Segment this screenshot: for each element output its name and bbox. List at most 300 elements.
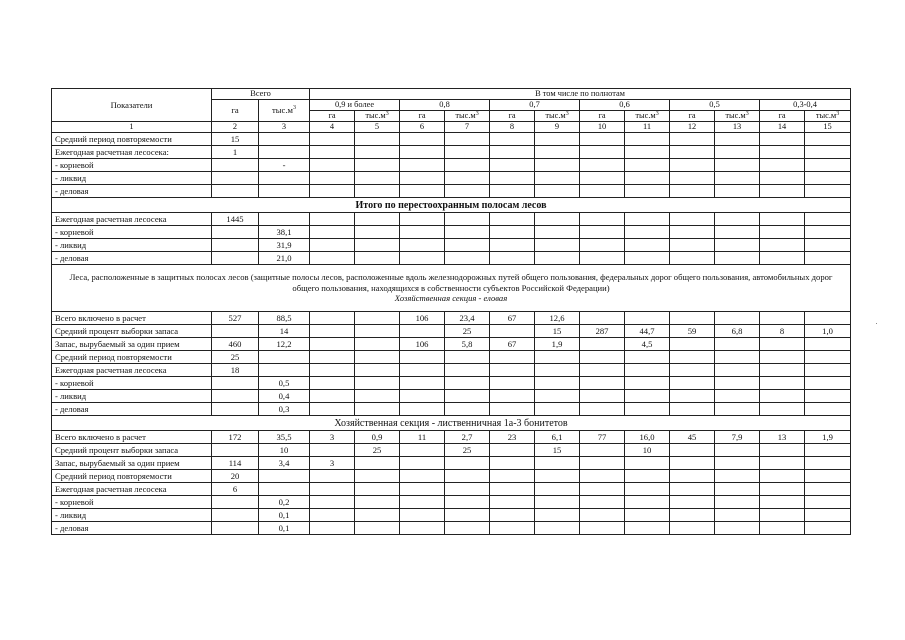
table-cell bbox=[212, 185, 259, 198]
table-cell bbox=[310, 239, 355, 252]
table-cell bbox=[212, 444, 259, 457]
table-cell bbox=[355, 470, 400, 483]
table-row bbox=[52, 239, 851, 252]
table-cell bbox=[445, 213, 490, 226]
table-cell bbox=[445, 377, 490, 390]
table-cell bbox=[805, 509, 851, 522]
table-cell bbox=[580, 351, 625, 364]
table-cell bbox=[535, 457, 580, 470]
table-cell: 0,1 bbox=[259, 522, 310, 535]
table-cell bbox=[355, 483, 400, 496]
table-cell bbox=[535, 133, 580, 146]
table-cell bbox=[625, 470, 670, 483]
table-cell bbox=[212, 522, 259, 535]
table-cell bbox=[490, 522, 535, 535]
table-cell bbox=[310, 483, 355, 496]
table-cell bbox=[670, 226, 715, 239]
table-cell bbox=[445, 185, 490, 198]
table-cell bbox=[715, 159, 760, 172]
table-cell bbox=[625, 226, 670, 239]
table-cell bbox=[259, 146, 310, 159]
table-cell bbox=[805, 172, 851, 185]
table-cell bbox=[490, 483, 535, 496]
table-cell bbox=[670, 239, 715, 252]
column-number: 7 bbox=[445, 122, 490, 133]
table-row bbox=[52, 457, 851, 470]
table-cell bbox=[625, 185, 670, 198]
table-cell bbox=[670, 213, 715, 226]
unit-ha-header: га bbox=[580, 111, 625, 122]
table-cell: 6 bbox=[212, 483, 259, 496]
column-number: 3 bbox=[259, 122, 310, 133]
table-cell bbox=[580, 496, 625, 509]
table-cell bbox=[445, 522, 490, 535]
unit-vol-sup: 3 bbox=[475, 111, 479, 117]
table-cell: 12,6 bbox=[535, 312, 580, 325]
table-cell bbox=[259, 470, 310, 483]
column-number: 1 bbox=[52, 122, 212, 133]
table-cell bbox=[580, 377, 625, 390]
table-cell: 67 bbox=[490, 338, 535, 351]
row-label: Средний период повторяемости bbox=[52, 133, 212, 146]
table-cell bbox=[355, 509, 400, 522]
table-cell bbox=[715, 403, 760, 416]
table-cell bbox=[310, 444, 355, 457]
table-cell bbox=[535, 351, 580, 364]
table-cell bbox=[625, 133, 670, 146]
table-cell: 59 bbox=[670, 325, 715, 338]
table-cell bbox=[760, 390, 805, 403]
table-cell: 25 bbox=[355, 444, 400, 457]
column-number: 15 bbox=[805, 122, 851, 133]
table-cell bbox=[212, 390, 259, 403]
table-cell bbox=[445, 509, 490, 522]
table-cell bbox=[715, 509, 760, 522]
table-cell bbox=[212, 325, 259, 338]
table-cell bbox=[355, 364, 400, 377]
table-cell bbox=[310, 377, 355, 390]
allowable-cut-table bbox=[51, 88, 851, 535]
table-row bbox=[52, 172, 851, 185]
table-cell bbox=[310, 403, 355, 416]
table-cell bbox=[259, 185, 310, 198]
table-cell bbox=[355, 390, 400, 403]
row-label: Средний период повторяемости bbox=[52, 470, 212, 483]
table-cell bbox=[580, 172, 625, 185]
table-row bbox=[52, 522, 851, 535]
table-cell bbox=[625, 509, 670, 522]
table-cell bbox=[445, 496, 490, 509]
table-cell: 0,4 bbox=[259, 390, 310, 403]
unit-vol-sup: 3 bbox=[565, 111, 569, 117]
section-row bbox=[52, 198, 851, 213]
table-cell bbox=[535, 159, 580, 172]
table-cell: 6,8 bbox=[715, 325, 760, 338]
table-cell bbox=[259, 364, 310, 377]
unit-ha-header: га bbox=[310, 111, 355, 122]
density-group-header: 0,8 bbox=[400, 100, 490, 111]
table-cell: 114 bbox=[212, 457, 259, 470]
column-number: 2 bbox=[212, 122, 259, 133]
total-vol-header: $тыс.м^3$ bbox=[259, 100, 310, 122]
table-cell bbox=[760, 364, 805, 377]
density-group-header: 0,6 bbox=[580, 100, 670, 111]
table-cell bbox=[805, 338, 851, 351]
table-cell bbox=[670, 377, 715, 390]
table-cell bbox=[670, 364, 715, 377]
unit-vol-header bbox=[535, 111, 580, 122]
table-cell bbox=[355, 351, 400, 364]
table-cell bbox=[400, 403, 445, 416]
table-cell bbox=[310, 133, 355, 146]
table-cell bbox=[212, 226, 259, 239]
table-cell bbox=[760, 377, 805, 390]
unit-ha-header: га bbox=[400, 111, 445, 122]
table-cell bbox=[355, 133, 400, 146]
unit-vol-text: тыс.м bbox=[455, 111, 476, 120]
table-cell bbox=[400, 390, 445, 403]
table-cell bbox=[490, 377, 535, 390]
table-cell bbox=[310, 325, 355, 338]
table-cell bbox=[760, 133, 805, 146]
table-cell bbox=[805, 457, 851, 470]
table-cell bbox=[445, 457, 490, 470]
table-cell bbox=[355, 252, 400, 265]
row-label: Запас, вырубаемый за один прием bbox=[52, 457, 212, 470]
table-cell bbox=[760, 159, 805, 172]
row-label: - ликвид bbox=[52, 239, 212, 252]
table-cell bbox=[760, 239, 805, 252]
table-row bbox=[52, 338, 851, 351]
table-cell bbox=[445, 390, 490, 403]
table-cell bbox=[535, 185, 580, 198]
unit-vol-sup: 3 bbox=[745, 111, 749, 117]
table-cell bbox=[580, 364, 625, 377]
table-cell bbox=[535, 239, 580, 252]
table-row bbox=[52, 146, 851, 159]
table-cell bbox=[625, 457, 670, 470]
column-number: 9 bbox=[535, 122, 580, 133]
unit-vol-sup: 3 bbox=[655, 111, 659, 117]
table-cell bbox=[310, 364, 355, 377]
table-row bbox=[52, 312, 851, 325]
table-row bbox=[52, 213, 851, 226]
table-cell bbox=[355, 213, 400, 226]
table-cell bbox=[310, 509, 355, 522]
table-cell bbox=[670, 351, 715, 364]
table-cell bbox=[805, 496, 851, 509]
table-cell bbox=[670, 133, 715, 146]
row-label: Ежегодная расчетная лесосека: bbox=[52, 146, 212, 159]
indicators-header: Показатели bbox=[52, 89, 212, 122]
table-cell bbox=[445, 172, 490, 185]
row-label: - деловая bbox=[52, 252, 212, 265]
table-cell: 0,5 bbox=[259, 377, 310, 390]
table-cell bbox=[355, 338, 400, 351]
table-cell bbox=[670, 509, 715, 522]
table-cell bbox=[310, 390, 355, 403]
table-cell bbox=[715, 377, 760, 390]
table-cell bbox=[310, 312, 355, 325]
table-row bbox=[52, 377, 851, 390]
note-text: Леса, расположенные в защитных полосах лесов (защитные полосы лесов, расположенные вдоль железнодорожных путей общего пользования, федеральных дорог общего пользования, автомобильных дорог общего пользования, находящихся в собственности субъектов Российской Федерации) bbox=[69, 272, 833, 293]
table-cell bbox=[625, 496, 670, 509]
table-cell: 1445 bbox=[212, 213, 259, 226]
table-cell bbox=[805, 226, 851, 239]
scan-speck bbox=[876, 323, 877, 324]
table-cell bbox=[445, 159, 490, 172]
row-label: Ежегодная расчетная лесосека bbox=[52, 483, 212, 496]
table-cell bbox=[400, 252, 445, 265]
table-cell: 12,2 bbox=[259, 338, 310, 351]
table-cell bbox=[259, 133, 310, 146]
table-cell bbox=[535, 377, 580, 390]
table-cell bbox=[760, 146, 805, 159]
table-cell bbox=[445, 252, 490, 265]
table-cell: 1,0 bbox=[805, 325, 851, 338]
table-row bbox=[52, 444, 851, 457]
row-label: - корневой bbox=[52, 226, 212, 239]
row-label: Средний период повторяемости bbox=[52, 351, 212, 364]
table-cell: 106 bbox=[400, 312, 445, 325]
table-cell bbox=[580, 213, 625, 226]
table-cell: 23 bbox=[490, 431, 535, 444]
table-cell bbox=[355, 496, 400, 509]
table-cell bbox=[445, 239, 490, 252]
table-cell bbox=[490, 509, 535, 522]
table-cell bbox=[580, 403, 625, 416]
table-cell bbox=[212, 403, 259, 416]
table-cell bbox=[355, 146, 400, 159]
table-cell bbox=[490, 146, 535, 159]
table-cell bbox=[212, 509, 259, 522]
table-cell bbox=[760, 403, 805, 416]
table-cell bbox=[805, 377, 851, 390]
table-row bbox=[52, 509, 851, 522]
column-number: 11 bbox=[625, 122, 670, 133]
table-cell bbox=[400, 239, 445, 252]
table-cell bbox=[259, 213, 310, 226]
table-cell bbox=[355, 457, 400, 470]
table-cell bbox=[400, 457, 445, 470]
density-group-header: 0,3-0,4 bbox=[760, 100, 851, 111]
table-row bbox=[52, 390, 851, 403]
table-cell bbox=[355, 325, 400, 338]
table-cell bbox=[400, 133, 445, 146]
table-cell bbox=[805, 483, 851, 496]
table-cell: 35,5 bbox=[259, 431, 310, 444]
table-cell bbox=[212, 252, 259, 265]
table-cell bbox=[805, 522, 851, 535]
table-cell bbox=[805, 133, 851, 146]
table-cell bbox=[760, 226, 805, 239]
unit-vol-text: тыс.м bbox=[815, 111, 837, 120]
table-cell bbox=[445, 403, 490, 416]
table-cell: 14 bbox=[259, 325, 310, 338]
table-cell bbox=[715, 390, 760, 403]
table-cell bbox=[715, 444, 760, 457]
table-cell bbox=[670, 146, 715, 159]
row-label: Всего включено в расчет bbox=[52, 431, 212, 444]
table-row bbox=[52, 252, 851, 265]
table-cell bbox=[580, 522, 625, 535]
table-cell bbox=[535, 213, 580, 226]
table-cell: 7,9 bbox=[715, 431, 760, 444]
table-cell bbox=[212, 496, 259, 509]
table-cell bbox=[310, 213, 355, 226]
table-cell bbox=[212, 159, 259, 172]
table-cell bbox=[715, 364, 760, 377]
table-cell bbox=[535, 252, 580, 265]
table-cell bbox=[355, 226, 400, 239]
row-label: - корневой bbox=[52, 496, 212, 509]
table-cell bbox=[625, 522, 670, 535]
table-cell: 6,1 bbox=[535, 431, 580, 444]
column-number: 12 bbox=[670, 122, 715, 133]
table-cell bbox=[400, 351, 445, 364]
table-cell: 10 bbox=[625, 444, 670, 457]
table-cell: 16,0 bbox=[625, 431, 670, 444]
table-cell: 1,9 bbox=[805, 431, 851, 444]
table-cell bbox=[715, 185, 760, 198]
table-cell bbox=[490, 444, 535, 457]
table-cell bbox=[310, 172, 355, 185]
table-cell bbox=[760, 351, 805, 364]
table-cell bbox=[355, 377, 400, 390]
section-title-total-belts: Итого по перестоохранным полосам лесов bbox=[52, 198, 851, 213]
table-cell bbox=[625, 172, 670, 185]
table-cell bbox=[212, 239, 259, 252]
table-cell: 0,3 bbox=[259, 403, 310, 416]
table-cell bbox=[625, 252, 670, 265]
table-cell bbox=[670, 483, 715, 496]
table-cell bbox=[760, 185, 805, 198]
unit-vol-header bbox=[625, 111, 670, 122]
table-row bbox=[52, 364, 851, 377]
unit-vol-text: тыс.м bbox=[635, 111, 656, 120]
table-cell bbox=[805, 146, 851, 159]
table-cell bbox=[805, 390, 851, 403]
table-cell bbox=[805, 252, 851, 265]
table-cell bbox=[310, 159, 355, 172]
table-cell: 20 bbox=[212, 470, 259, 483]
table-cell bbox=[625, 312, 670, 325]
table-cell bbox=[760, 444, 805, 457]
table-cell bbox=[805, 364, 851, 377]
table-cell bbox=[400, 185, 445, 198]
table-cell bbox=[760, 312, 805, 325]
table-cell bbox=[310, 146, 355, 159]
table-cell: 25 bbox=[445, 325, 490, 338]
table-cell: 3 bbox=[310, 431, 355, 444]
row-label: Средний процент выборки запаса bbox=[52, 325, 212, 338]
table-cell bbox=[580, 133, 625, 146]
table-cell bbox=[580, 146, 625, 159]
table-cell bbox=[355, 172, 400, 185]
table-row bbox=[52, 403, 851, 416]
unit-ha-header: га bbox=[760, 111, 805, 122]
table-cell: 1,9 bbox=[535, 338, 580, 351]
unit-vol-text: тыс.м bbox=[725, 111, 746, 120]
table-cell bbox=[490, 364, 535, 377]
table-cell: 44,7 bbox=[625, 325, 670, 338]
table-cell bbox=[445, 351, 490, 364]
table-cell bbox=[310, 226, 355, 239]
table-cell bbox=[490, 325, 535, 338]
protective-belts-note bbox=[52, 265, 851, 312]
table-cell bbox=[625, 239, 670, 252]
row-label: - корневой bbox=[52, 377, 212, 390]
table-cell bbox=[715, 483, 760, 496]
column-number: 10 bbox=[580, 122, 625, 133]
unit-vol-text: тыс.м bbox=[545, 111, 566, 120]
table-cell: 287 bbox=[580, 325, 625, 338]
table-cell bbox=[490, 226, 535, 239]
table-cell: 11 bbox=[400, 431, 445, 444]
table-cell bbox=[760, 457, 805, 470]
table-cell bbox=[445, 483, 490, 496]
table-cell bbox=[805, 403, 851, 416]
table-cell bbox=[625, 213, 670, 226]
table-cell bbox=[490, 185, 535, 198]
table-cell bbox=[715, 146, 760, 159]
table-cell: 527 bbox=[212, 312, 259, 325]
table-cell bbox=[760, 213, 805, 226]
table-cell bbox=[625, 377, 670, 390]
table-cell bbox=[760, 496, 805, 509]
table-row bbox=[52, 185, 851, 198]
table-cell bbox=[715, 172, 760, 185]
column-number: 14 bbox=[760, 122, 805, 133]
column-number: 5 bbox=[355, 122, 400, 133]
table-row bbox=[52, 470, 851, 483]
table-cell: 15 bbox=[535, 325, 580, 338]
table-cell: 3,4 bbox=[259, 457, 310, 470]
table-cell bbox=[670, 403, 715, 416]
table-cell: 21,0 bbox=[259, 252, 310, 265]
table-cell bbox=[355, 403, 400, 416]
table-cell bbox=[805, 213, 851, 226]
row-label: Средний процент выборки запаса bbox=[52, 444, 212, 457]
table-cell bbox=[310, 470, 355, 483]
row-label: - корневой bbox=[52, 159, 212, 172]
unit-vol-header bbox=[715, 111, 760, 122]
table-cell bbox=[670, 172, 715, 185]
table-cell: 4,5 bbox=[625, 338, 670, 351]
table-cell bbox=[400, 522, 445, 535]
density-group-header: 0,5 bbox=[670, 100, 760, 111]
table-cell bbox=[580, 239, 625, 252]
table-cell bbox=[535, 403, 580, 416]
table-cell bbox=[259, 172, 310, 185]
table-cell bbox=[355, 159, 400, 172]
table-cell: 0,1 bbox=[259, 509, 310, 522]
table-cell: 3 bbox=[310, 457, 355, 470]
table-cell bbox=[535, 390, 580, 403]
table-cell bbox=[355, 185, 400, 198]
table-cell bbox=[670, 457, 715, 470]
by-density-header: В том числе по полнотам bbox=[310, 89, 851, 100]
table-cell bbox=[212, 172, 259, 185]
column-number: 4 bbox=[310, 122, 355, 133]
section-title-larch: Хозяйственная секция - лиственничная 1а-3 бонитетов bbox=[52, 416, 851, 431]
table-cell bbox=[580, 457, 625, 470]
table-cell bbox=[580, 338, 625, 351]
table-cell bbox=[445, 133, 490, 146]
row-label: Запас, вырубаемый за один прием bbox=[52, 338, 212, 351]
table-row bbox=[52, 431, 851, 444]
table-cell bbox=[490, 496, 535, 509]
